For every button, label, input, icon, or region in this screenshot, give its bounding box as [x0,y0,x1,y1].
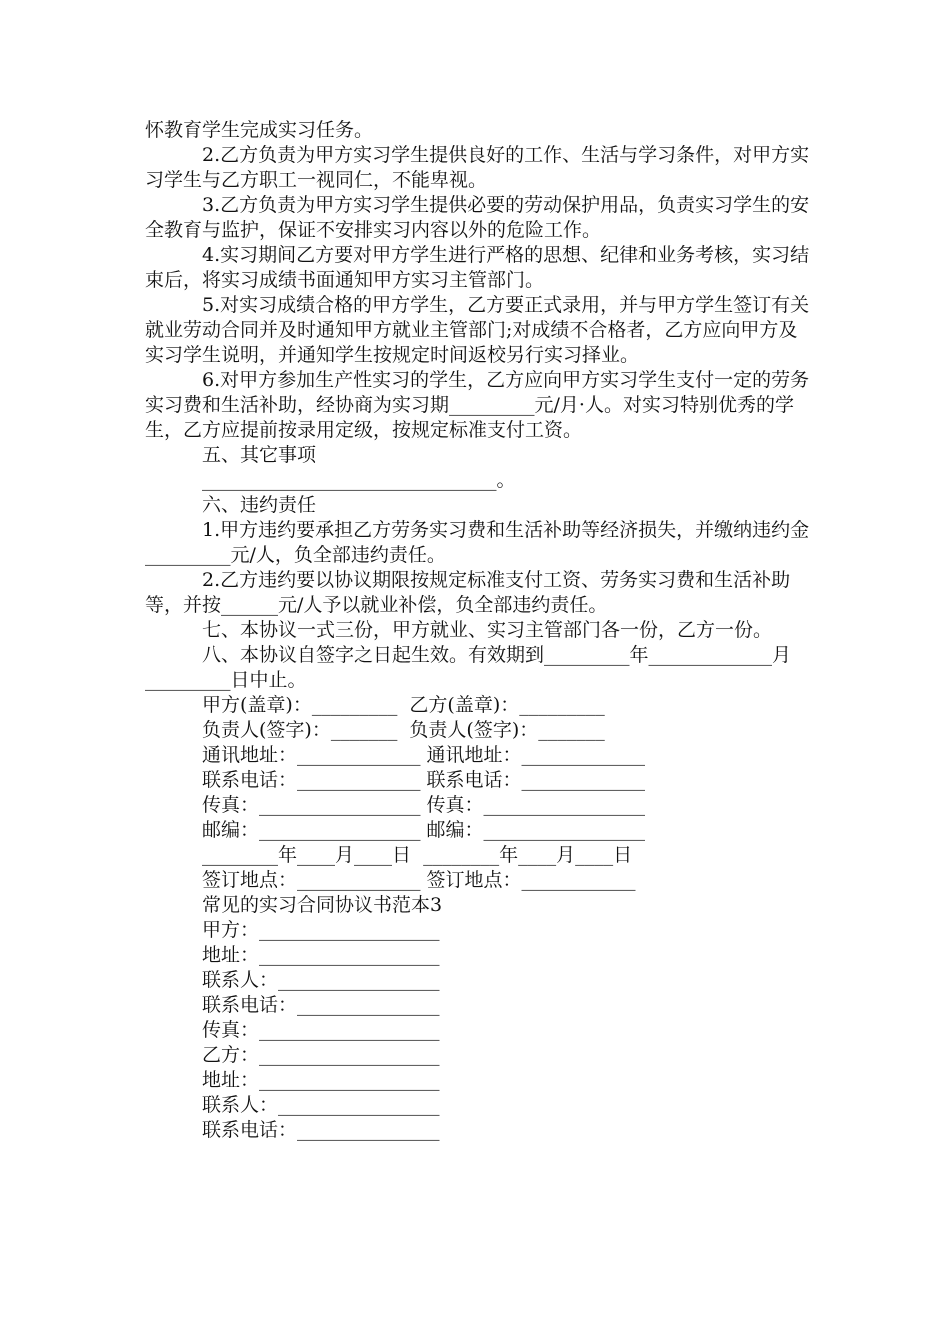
paragraph: 6.对甲方参加生产性实习的学生，乙方应向甲方实习学生支付一定的劳务实习费和生活补助，经协商为实习期_________元/月·人。对实习特别优秀的学生，乙方应提前按录用定级，按规定标准支付工资。 [145,369,810,441]
signature-line: ________年____月____日 ________年____月____日 [202,844,633,866]
form-line: 联系电话：_______________ [202,1119,440,1141]
paragraph: 2.乙方负责为甲方实习学生提供良好的工作、生活与学习条件，对甲方实习学生与乙方职工一视同仁，不能卑视。 [145,144,810,191]
paragraph: 八、本协议自签字之日起生效。有效期到_________年_____________月_________日中止。 [145,644,792,691]
form-line: 联系人：_________________ [202,969,440,991]
sample3-title: 常见的实习合同协议书范本3 [202,894,443,916]
signature-line: 传真：_________________ 传真：_________________ [202,794,646,816]
signature-line: 签订地点：_____________ 签订地点：____________ [202,869,636,891]
signature-line: 负责人(签字)：_______ 负责人(签字)：_______ [202,719,605,741]
form-line: 地址：___________________ [202,944,440,966]
section-heading: 五、其它事项 [202,444,317,466]
paragraph: 1.甲方违约要承担乙方劳务实习费和生活补助等经济损失，并缴纳违约金_________元/人，负全部违约责任。 [145,519,810,566]
signature-line: 甲方(盖章)：_________ 乙方(盖章)：_________ [202,694,605,716]
paragraph: 2.乙方违约要以协议期限按规定标准支付工资、劳务实习费和生活补助等，并按______元/人予以就业补偿，负全部违约责任。 [145,569,791,616]
paragraph: 七、本协议一式三份，甲方就业、实习主管部门各一份，乙方一份。 [202,619,773,641]
blank-line: _______________________________。 [202,469,516,491]
sample3-block [145,893,815,1143]
form-line: 甲方：___________________ [202,919,440,941]
signature-line: 通讯地址：_____________ 通讯地址：_____________ [202,744,646,766]
signature-line: 邮编：_________________ 邮编：_________________ [202,819,646,841]
paragraph: 5.对实习成绩合格的甲方学生，乙方要正式录用，并与甲方学生签订有关就业劳动合同并及时通知甲方就业主管部门;对成绩不合格者，乙方应向甲方及实习学生说明，并通知学生按规定时间返校另行实习择业。 [145,294,810,366]
section-heading: 六、违约责任 [202,494,317,516]
form-line: 地址：___________________ [202,1069,440,1091]
signature-line: 联系电话：_____________ 联系电话：_____________ [202,769,646,791]
paragraph: 4.实习期间乙方要对甲方学生进行严格的思想、纪律和业务考核，实习结束后，将实习成绩书面通知甲方实习主管部门。 [145,244,810,291]
paragraph: 怀教育学生完成实习任务。 [145,119,374,141]
signature-block [145,693,815,893]
form-line: 联系电话：_______________ [202,994,440,1016]
form-line: 乙方：___________________ [202,1044,440,1066]
paragraph: 3.乙方负责为甲方实习学生提供必要的劳动保护用品，负责实习学生的安全教育与监护，保证不安排实习内容以外的危险工作。 [145,194,810,241]
form-line: 联系人：_________________ [202,1094,440,1116]
form-line: 传真：___________________ [202,1019,440,1041]
document-page [145,118,815,1143]
